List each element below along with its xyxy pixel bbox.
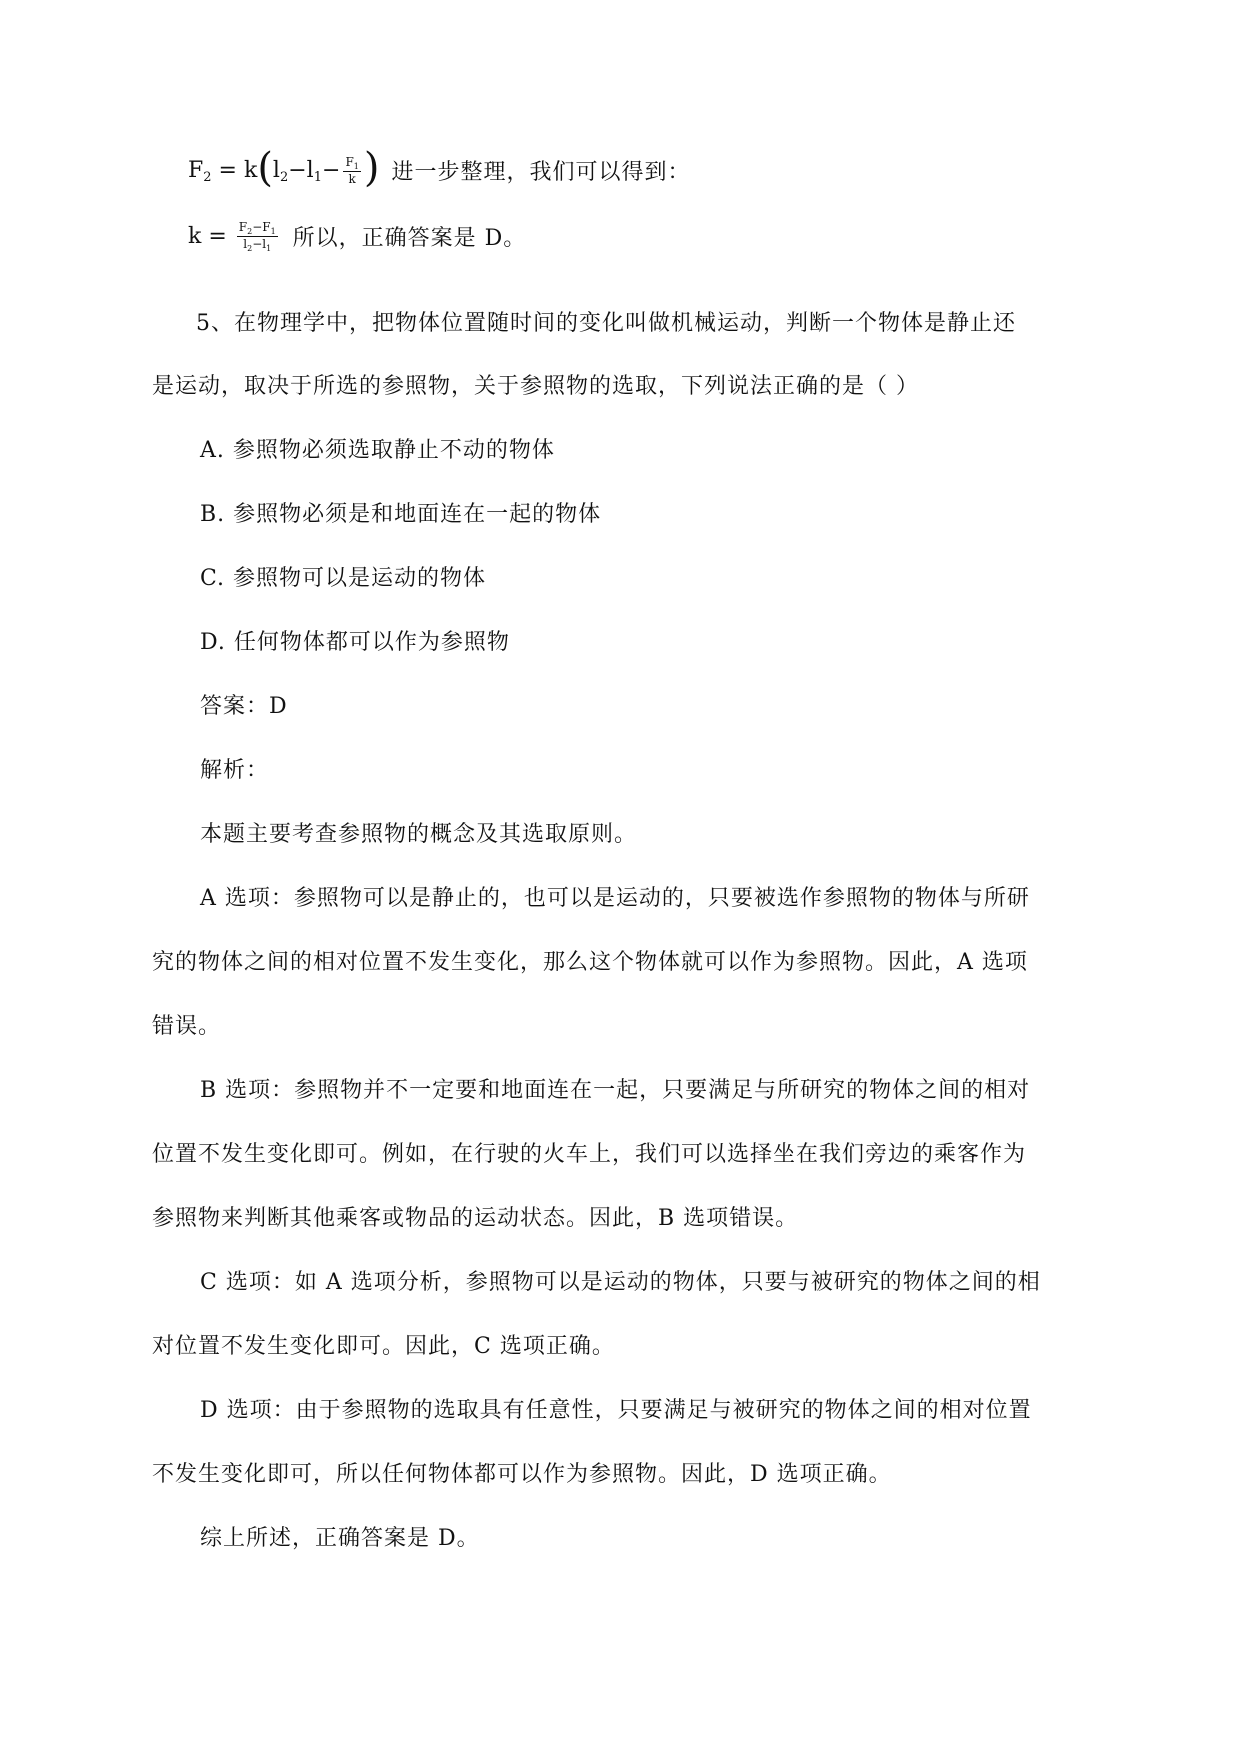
analysis-a-line-2: 究的物体之间的相对位置不发生变化，那么这个物体就可以作为参照物。因此，A 选项 (152, 950, 1028, 975)
option-a: A. 参照物必须选取静止不动的物体 (200, 438, 555, 463)
option-c: C. 参照物可以是运动的物体 (200, 566, 487, 591)
analysis-a-line-1: A 选项：参照物可以是静止的，也可以是运动的，只要被选作参照物的物体与所研 (200, 886, 1030, 911)
question-stem-line-1: 5、在物理学中，把物体位置随时间的变化叫做机械运动，判断一个物体是静止还 (196, 311, 1016, 336)
formula-k-expression: k = $\frac{F_2-F_1}{l_2-l_1}$ (188, 220, 276, 253)
question-stem-line-2: 是运动，取决于所选的参照物，关于参照物的选取，下列说法正确的是（ ） (152, 374, 919, 399)
formula-k (188, 220, 526, 253)
analysis-intro: 本题主要考查参照物的概念及其选取原则。 (200, 822, 638, 847)
analysis-c-line-2: 对位置不发生变化即可。因此，C 选项正确。 (152, 1334, 615, 1359)
answer-label: 答案：D (200, 694, 288, 719)
formula-f2 (188, 145, 691, 191)
analysis-c-line-1: C 选项：如 A 选项分析，参照物可以是运动的物体，只要与被研究的物体之间的相 (200, 1270, 1041, 1295)
analysis-a-line-3: 错误。 (152, 1014, 222, 1039)
analysis-d-line-2: 不发生变化即可，所以任何物体都可以作为参照物。因此，D 选项正确。 (152, 1462, 892, 1487)
formula-k-text: 所以，正确答案是 D。 (292, 226, 527, 251)
analysis-b-line-3: 参照物来判断其他乘客或物品的运动状态。因此，B 选项错误。 (152, 1206, 799, 1231)
analysis-conclusion: 综上所述，正确答案是 D。 (200, 1526, 480, 1551)
analysis-b-line-1: B 选项：参照物并不一定要和地面连在一起，只要满足与所研究的物体之间的相对 (200, 1078, 1031, 1103)
analysis-b-line-2: 位置不发生变化即可。例如，在行驶的火车上，我们可以选择坐在我们旁边的乘客作为 (152, 1142, 1027, 1167)
formula-f2-text: 进一步整理，我们可以得到： (391, 159, 691, 185)
analysis-label: 解析： (200, 758, 270, 783)
formula-f2-expression: F 2 = k ( l 2 −l 1 − $\frac{F_1}{k}$ ) (188, 145, 380, 191)
analysis-d-line-1: D 选项：由于参照物的选取具有任意性，只要满足与被研究的物体之间的相对位置 (200, 1398, 1032, 1423)
option-b: B. 参照物必须是和地面连在一起的物体 (200, 502, 602, 527)
option-d: D. 任何物体都可以作为参照物 (200, 630, 510, 655)
